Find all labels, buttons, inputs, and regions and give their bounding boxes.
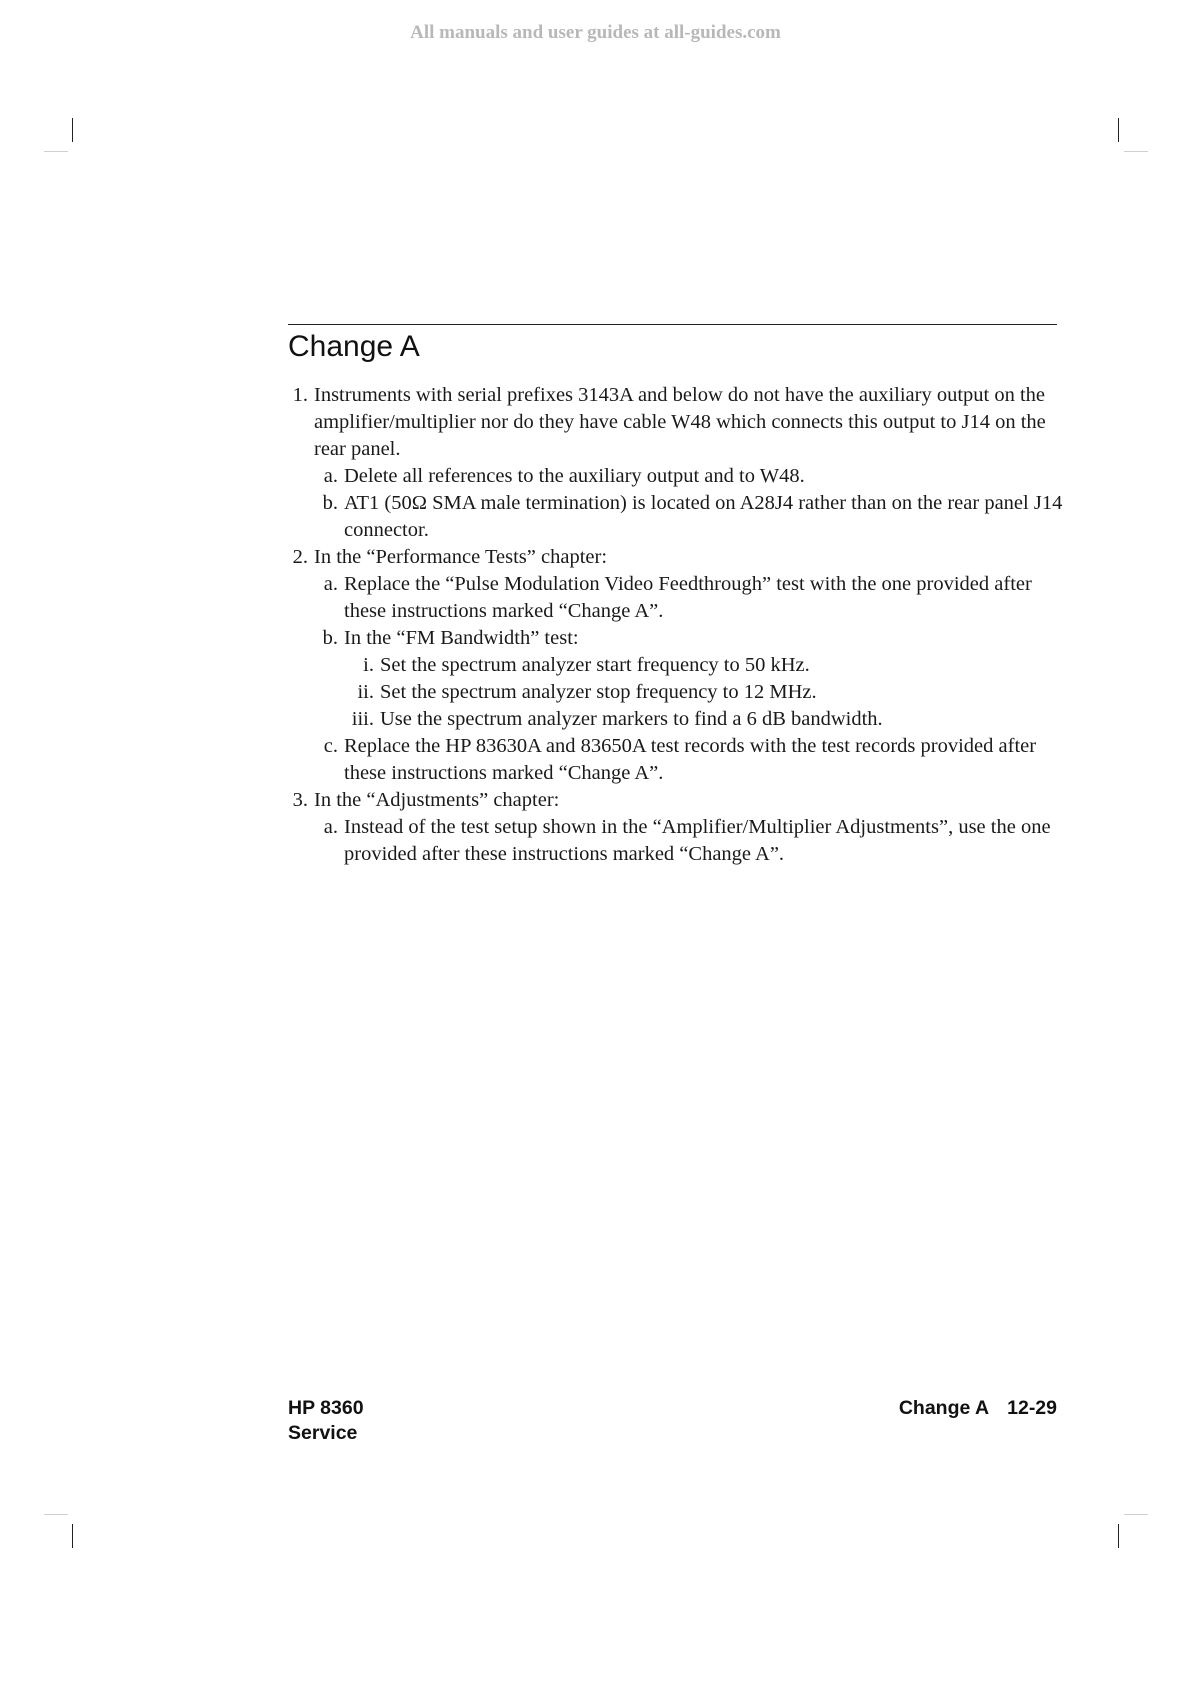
crop-mark-top-left-h [44,151,68,152]
list-marker: a. [323,573,338,595]
list-item [288,679,1068,706]
list-marker: a. [323,465,338,487]
list-item-text: Use the spectrum analyzer markers to find a 6 dB bandwidth. [380,708,883,730]
list-marker: iii. [351,708,374,730]
list-item-text: AT1 (50Ω SMA male termination) is located on A28J4 rather than on the rear panel J14 connector. [344,492,1063,541]
list-marker: 1. [292,384,308,406]
page-number: 12-29 [1007,1397,1057,1419]
list-item-text: Instruments with serial prefixes 3143A and below do not have the auxiliary output on the amplifier/multiplier nor do they have cable W48 which connects this output to J14 on the rear panel. [314,384,1046,460]
list-marker: ii. [357,681,374,703]
list-item [288,787,1068,814]
footer-manual: Service [288,1422,358,1444]
list-item-text: In the “Performance Tests” chapter: [314,546,608,568]
section-rule [288,324,1057,325]
section-title: Change A [288,330,420,363]
list-item [288,733,1068,787]
list-item-text: In the “FM Bandwidth” test: [344,627,579,649]
list-item [288,490,1068,544]
list-item-text: Replace the HP 83630A and 83650A test records with the test records provided after these instructions marked “Change A”. [344,735,1037,784]
crop-mark-bottom-right-h [1124,1514,1148,1515]
list-item-text: In the “Adjustments” chapter: [314,789,560,811]
crop-mark-bottom-left [72,1524,73,1548]
crop-mark-bottom-left-h [44,1514,68,1515]
list-item [288,706,1068,733]
footer-right [780,1396,1057,1421]
list-item [288,814,1068,868]
list-item [288,571,1068,625]
list-item [288,463,1068,490]
list-marker: c. [323,735,338,757]
list-marker: 2. [292,546,308,568]
list-marker: i. [363,654,374,676]
watermark: All manuals and user guides at all-guides.com [410,22,781,43]
instruction-list [288,382,1068,868]
list-item [288,382,1068,463]
list-item-text: Instead of the test setup shown in the “Amplifier/Multiplier Adjustments”, use the one provided after these instructions marked “Change A”. [344,816,1051,865]
crop-mark-top-right-h [1124,151,1148,152]
list-item [288,544,1068,571]
crop-mark-top-right [1118,118,1119,142]
list-item [288,625,1068,652]
list-marker: a. [323,816,338,838]
list-item-text: Delete all references to the auxiliary output and to W48. [344,465,805,487]
footer-left [288,1396,364,1446]
list-marker: 3. [292,789,308,811]
crop-mark-top-left [72,118,73,142]
footer-section: Change A [898,1397,990,1419]
list-marker: b. [322,492,338,514]
list-marker: b. [322,627,338,649]
list-item [288,652,1068,679]
list-item-text: Set the spectrum analyzer stop frequency to 12 MHz. [380,681,817,703]
list-item-text: Replace the “Pulse Modulation Video Feedthrough” test with the one provided after these instructions marked “Change A”. [344,573,1032,622]
crop-mark-bottom-right [1118,1524,1119,1548]
footer-product: HP 8360 [288,1397,364,1419]
list-item-text: Set the spectrum analyzer start frequency to 50 kHz. [380,654,810,676]
